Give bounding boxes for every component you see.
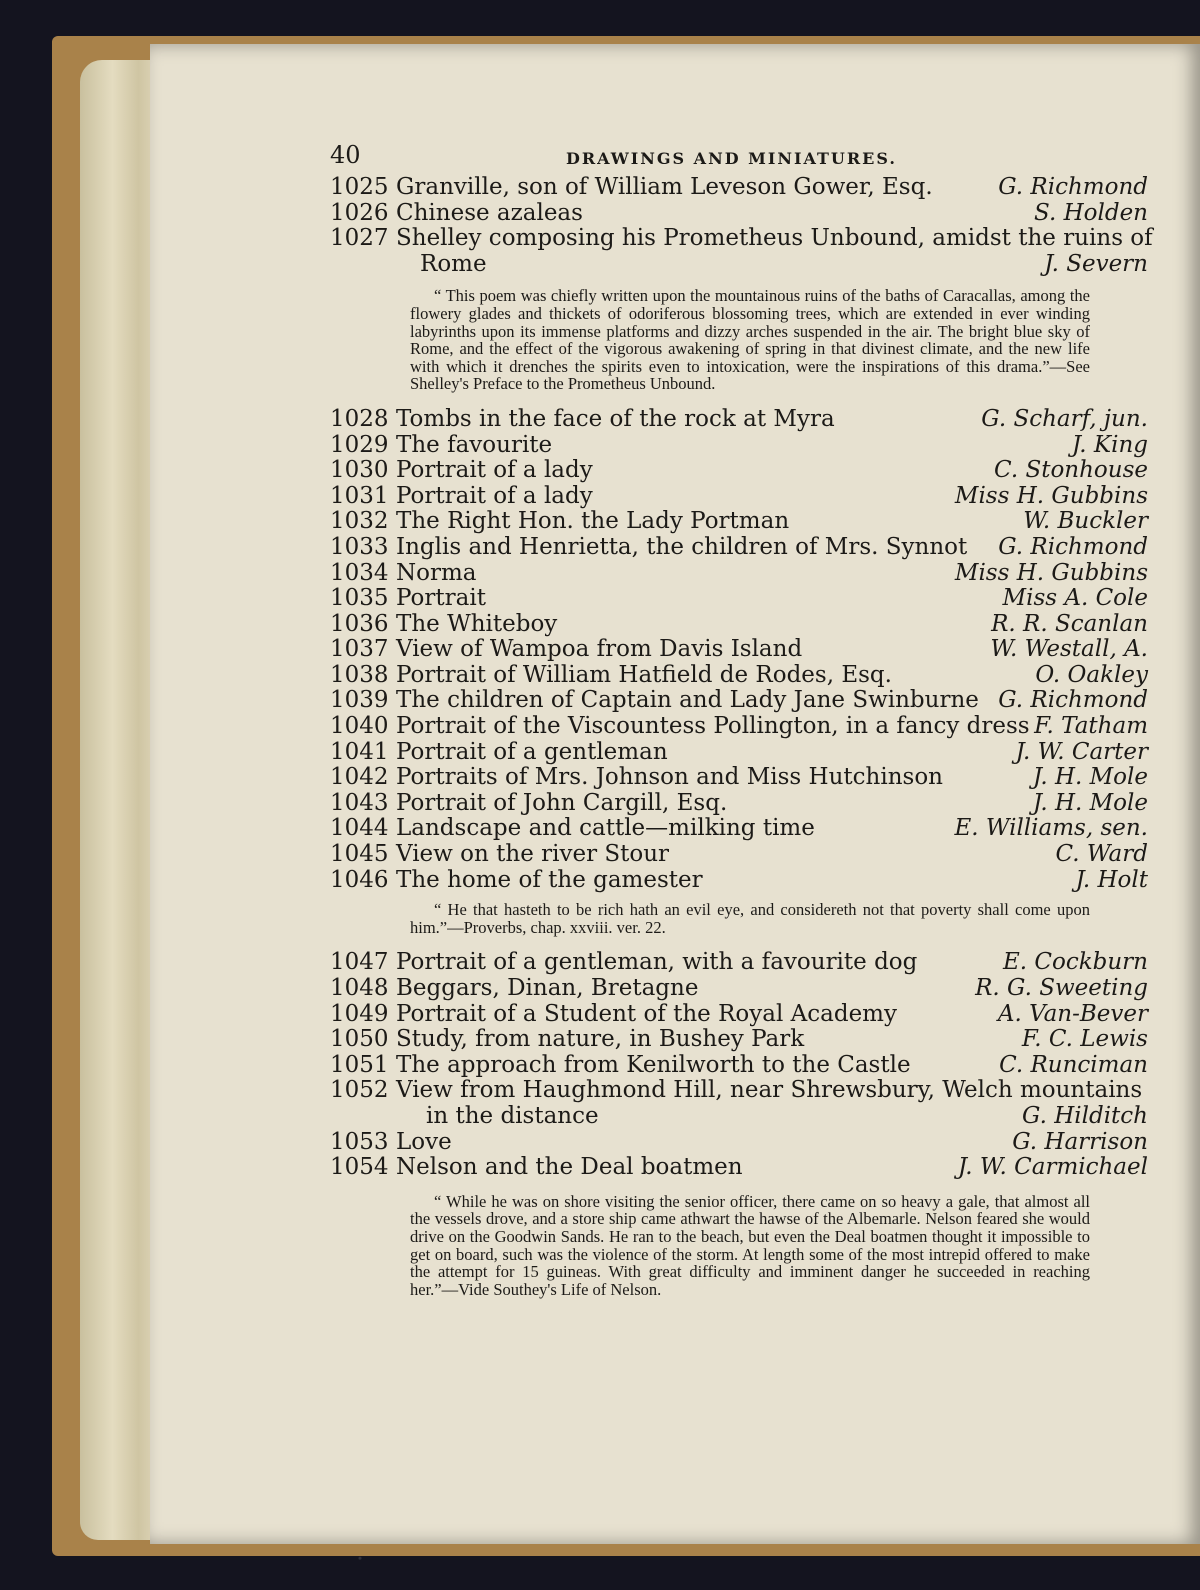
- note-shelley: “ This poem was chiefly written upon the mountainous ruins of the baths of Caracallas, among the flowery glades and thickets of odoriferous blossoming trees, which are extended in ever winding labyrinths upon its immense platforms and dizzy arches suspended in the air. The bright blue sky of Rome, and the effect of the vigorous awakening of spring in that divinest climate, and the new life with which it drenches the spirits even to intoxication, were the inspirations of this drama.”—See Shelley's Preface to the Prometheus Unbound.: [410, 286, 1090, 394]
- entry-title: The Whiteboy: [396, 610, 558, 637]
- entry-artist: S. Holden: [1034, 199, 1148, 226]
- entry-artist: W. Buckler: [1023, 508, 1148, 535]
- entry-title: Portrait of a lady: [396, 482, 593, 509]
- entry-artist: O. Oakley: [1035, 661, 1148, 688]
- entry-number: 1045: [330, 841, 389, 868]
- catalogue-list: [330, 950, 1160, 1180]
- entry-title: Portrait of a Student of the Royal Academy: [396, 1000, 897, 1027]
- entry-artist: G. Harrison: [1012, 1128, 1148, 1155]
- entry-number: 1027: [330, 225, 389, 252]
- entry-artist: J. H. Mole: [1032, 789, 1148, 816]
- entry-title: The approach from Kenilworth to the Castle: [396, 1051, 911, 1078]
- list-item: [330, 509, 1160, 535]
- entry-number: 1046: [330, 866, 389, 893]
- entry-number: 1053: [330, 1128, 389, 1155]
- entry-artist: J. H. Mole: [1032, 764, 1148, 791]
- list-item: [330, 740, 1160, 766]
- entry-title: The home of the gamester: [396, 866, 703, 893]
- page-content: [330, 135, 1160, 1315]
- list-item: [330, 663, 1160, 689]
- entry-artist: J. Holt: [1075, 866, 1148, 893]
- list-item: [330, 1002, 1160, 1028]
- entry-number: 1048: [330, 975, 389, 1001]
- entry-title: Portrait of John Cargill, Esq.: [396, 789, 728, 816]
- entry-number: 1039: [330, 687, 389, 714]
- list-item: [330, 816, 1160, 842]
- entry-title: Nelson and the Deal boatmen: [396, 1154, 743, 1181]
- entry-title: Norma: [396, 559, 477, 586]
- entry-number: 1034: [330, 559, 389, 586]
- entry-artist: Miss H. Gubbins: [954, 482, 1148, 509]
- entry-number: 1025: [330, 174, 389, 200]
- entry-artist: G. Hilditch: [1022, 1102, 1148, 1129]
- entry-title: Chinese azaleas: [396, 199, 583, 226]
- entry-artist: E. Cockburn: [1002, 949, 1148, 976]
- page-number: 40: [330, 141, 361, 169]
- entry-artist: J. W. Carmichael: [957, 1154, 1148, 1181]
- entry-number: 1040: [330, 713, 389, 740]
- entry-title: Tombs in the face of the rock at Myra: [396, 405, 835, 432]
- list-item: [330, 637, 1160, 663]
- entry-artist: G. Richmond: [998, 533, 1148, 560]
- entry-number: 1032: [330, 508, 389, 535]
- entry-number: 1043: [330, 789, 389, 816]
- list-item: [330, 407, 1160, 433]
- list-item: [330, 561, 1160, 587]
- list-item: [330, 175, 1160, 201]
- list-item: [330, 484, 1160, 510]
- entry-artist: W. Westall, A.: [990, 636, 1148, 663]
- note-nelson: “ While he was on shore visiting the senior officer, there came on so heavy a gale, that almost all the vessels drove, and a store ship came athwart the hawse of the Albemarle. Nelson feared she would drive on the Goodwin Sands. He ran to the beach, but even the Deal boatmen thought it impossible to get on board, such was the violence of the storm. At length some of the most intrepid offered to make the attempt for 15 guineas. With great difficulty and imminent danger he succeeded in reaching her.”—Vide Southey's Life of Nelson.: [410, 1191, 1090, 1299]
- entry-artist: J. W. Carter: [1015, 738, 1148, 765]
- page-header: [330, 135, 1160, 175]
- entry-title: Portrait of a lady: [396, 457, 593, 484]
- list-item: [330, 1130, 1160, 1156]
- running-title: DRAWINGS AND MINIATURES.: [566, 149, 897, 168]
- entry-artist: E. Williams, sen.: [954, 815, 1148, 842]
- note-gamester: “ He that hasteth to be rich hath an evil eye, and considereth not that poverty shall come upon him.”—Proverbs, chap. xxviii. ver. 22.: [410, 900, 1090, 937]
- list-item: [330, 226, 1160, 277]
- entry-artist: G. Scharf, jun.: [981, 405, 1148, 432]
- entry-title: Shelley composing his Prometheus Unbound, amidst the ruins of: [396, 225, 1153, 252]
- entry-number: 1054: [330, 1154, 389, 1181]
- entry-artist: F. Tatham: [1034, 713, 1148, 740]
- entry-number: 1052: [330, 1077, 389, 1104]
- entry-title: Love: [396, 1128, 452, 1155]
- entry-title: The Right Hon. the Lady Portman: [396, 508, 790, 535]
- list-item: [330, 976, 1160, 1002]
- list-item: [330, 1078, 1160, 1129]
- entry-artist: A. Van-Bever: [997, 1000, 1148, 1027]
- list-item: [330, 950, 1160, 976]
- entry-artist: Miss A. Cole: [1002, 585, 1148, 612]
- list-item: [330, 688, 1160, 714]
- entry-artist: R. R. Scanlan: [991, 610, 1148, 637]
- list-item: [330, 535, 1160, 561]
- entry-number: 1051: [330, 1051, 389, 1078]
- entry-number: 1042: [330, 764, 389, 791]
- list-item: [330, 714, 1160, 740]
- list-item: [330, 612, 1160, 638]
- entry-title: Portrait of the Viscountess Pollington, in a fancy dress: [396, 713, 1030, 740]
- entry-artist: Miss H. Gubbins: [954, 559, 1148, 586]
- list-item: [330, 791, 1160, 817]
- entry-artist: J. Severn: [1044, 250, 1148, 277]
- list-item: [330, 1027, 1160, 1053]
- entry-title: The favourite: [396, 431, 553, 458]
- entry-title-continued: Rome: [420, 250, 487, 277]
- entry-title: The children of Captain and Lady Jane Swinburne: [396, 687, 979, 714]
- entry-number: 1029: [330, 431, 389, 458]
- list-item: [330, 201, 1160, 227]
- entry-number: 1033: [330, 533, 389, 560]
- list-item: [330, 842, 1160, 868]
- entry-title-continued: in the distance: [426, 1102, 599, 1129]
- entry-number: 1026: [330, 199, 389, 226]
- entry-title: Beggars, Dinan, Bretagne: [396, 975, 699, 1001]
- entry-artist: R. G. Sweeting: [975, 975, 1148, 1001]
- entry-number: 1036: [330, 610, 389, 637]
- entry-title: Granville, son of William Leveson Gower, Esq.: [396, 174, 933, 200]
- entry-title: View on the river Stour: [396, 841, 670, 868]
- entry-number: 1038: [330, 661, 389, 688]
- entry-title: View of Wampoa from Davis Island: [396, 636, 803, 663]
- entry-title: Portraits of Mrs. Johnson and Miss Hutchinson: [396, 764, 943, 791]
- catalogue-list: [330, 407, 1160, 893]
- entry-title: View from Haughmond Hill, near Shrewsbury, Welch mountains: [396, 1077, 1143, 1104]
- entry-artist: G. Richmond: [998, 687, 1148, 714]
- entry-title: Study, from nature, in Bushey Park: [396, 1026, 805, 1053]
- entry-artist: C. Stonhouse: [994, 457, 1148, 484]
- entry-artist: G. Richmond: [998, 174, 1148, 200]
- entry-number: 1037: [330, 636, 389, 663]
- list-item: [330, 458, 1160, 484]
- entry-number: 1049: [330, 1000, 389, 1027]
- list-item: [330, 433, 1160, 459]
- list-item: [330, 1155, 1160, 1181]
- entry-number: 1041: [330, 738, 389, 765]
- list-item: [330, 1053, 1160, 1079]
- entry-number: 1030: [330, 457, 389, 484]
- entry-number: 1044: [330, 815, 389, 842]
- entry-artist: F. C. Lewis: [1021, 1026, 1148, 1053]
- catalogue-list: [330, 175, 1160, 277]
- entry-number: 1031: [330, 482, 389, 509]
- entry-title: Portrait: [396, 585, 486, 612]
- entry-artist: C. Runciman: [999, 1051, 1148, 1078]
- entry-title: Portrait of a gentleman: [396, 738, 668, 765]
- list-item: [330, 765, 1160, 791]
- entry-title: Portrait of a gentleman, with a favourite dog: [396, 949, 918, 976]
- entry-artist: J. King: [1071, 431, 1148, 458]
- entry-number: 1035: [330, 585, 389, 612]
- entry-artist: C. Ward: [1055, 841, 1148, 868]
- entry-number: 1047: [330, 949, 389, 976]
- entry-number: 1028: [330, 405, 389, 432]
- entry-title: Landscape and cattle—milking time: [396, 815, 815, 842]
- entry-title: Inglis and Henrietta, the children of Mrs. Synnot: [396, 533, 968, 560]
- list-item: [330, 868, 1160, 894]
- entry-number: 1050: [330, 1026, 389, 1053]
- list-item: [330, 586, 1160, 612]
- entry-title: Portrait of William Hatfield de Rodes, Esq.: [396, 661, 892, 688]
